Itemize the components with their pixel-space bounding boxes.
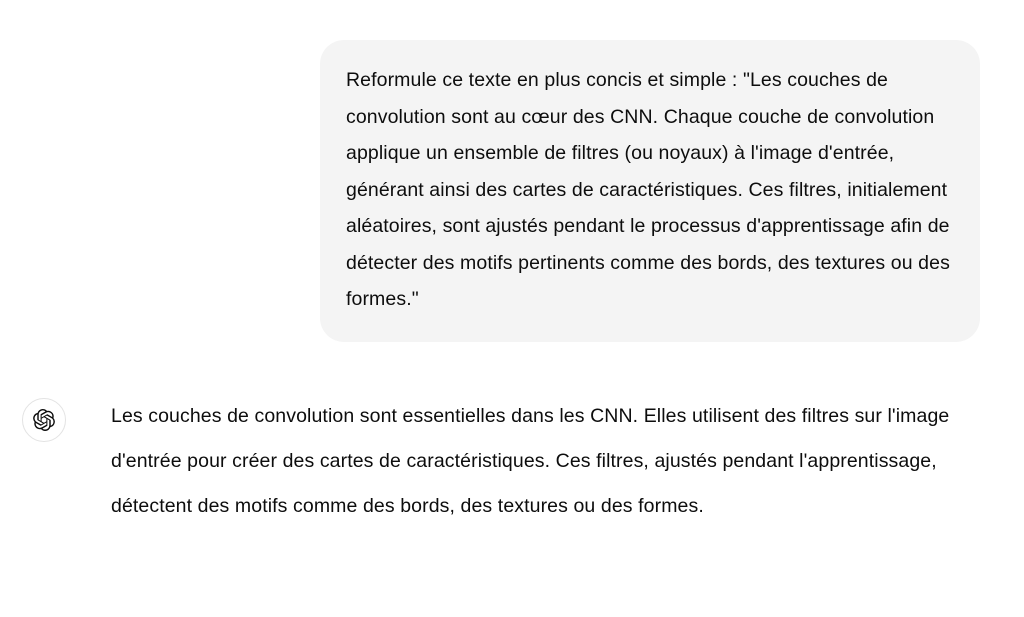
assistant-message-body (111, 394, 984, 529)
assistant-message-text: Les couches de convolution sont essentielles dans les CNN. Elles utilisent des filtres sur l'image d'entrée pour créer des cartes de caractéristiques. Ces filtres, ajustés pendant l'apprentissage, détectent des motifs comme des bords, des textures ou des formes. (111, 404, 950, 517)
user-message-text: Reformule ce texte en plus concis et simple : "Les couches de convolution sont au cœur des CNN. Chaque couche de convolution applique un ensemble de filtres (ou noyaux) à l'image d'entrée, générant ainsi des cartes de caractéristiques. Ces filtres, initialement aléatoires, sont ajustés pendant le processus d'apprentissage afin de détecter des motifs pertinents comme des bords, des textures ou des formes." (346, 69, 950, 310)
user-message-bubble[interactable] (320, 40, 980, 342)
openai-logo-icon (22, 398, 66, 442)
assistant-message-turn (0, 342, 1024, 529)
